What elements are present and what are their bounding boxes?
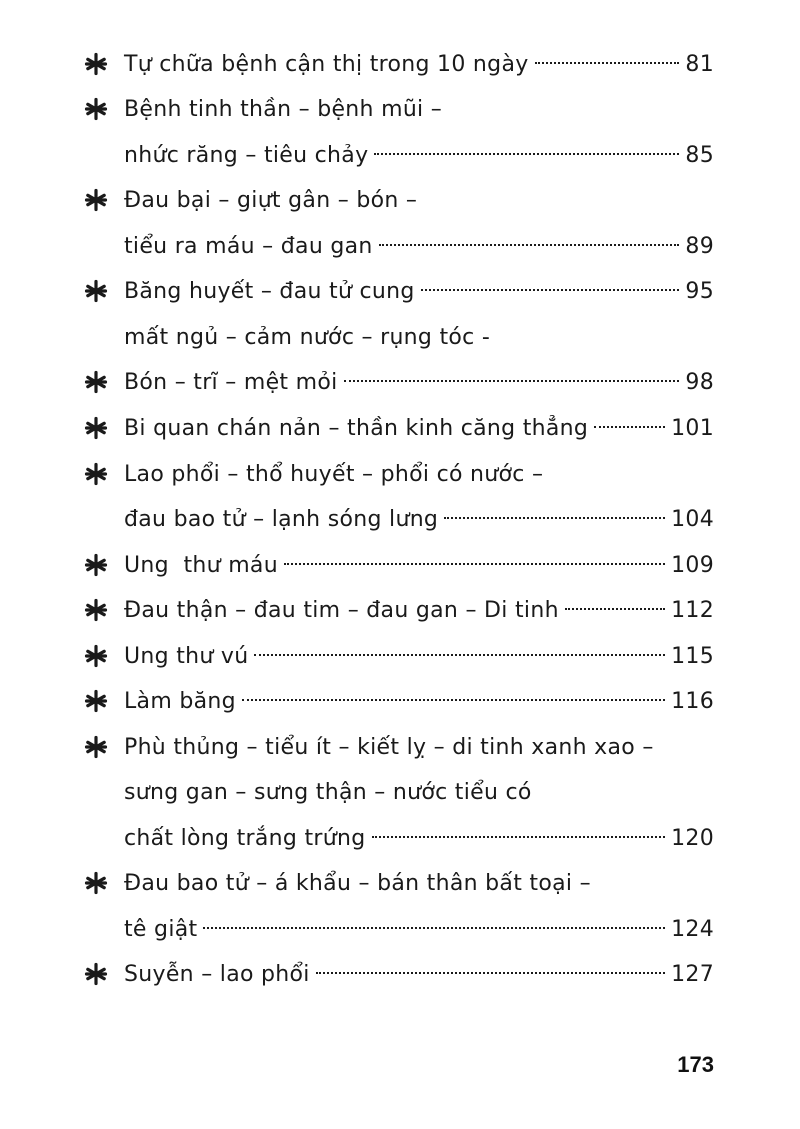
asterisk-bullet-icon [84,52,108,76]
asterisk-bullet-icon [84,871,108,895]
toc-entry-title: Đau thận – đau tim – đau gan – Di tinh [124,598,559,623]
toc-entry[interactable] [0,414,800,454]
toc-entry[interactable] [0,960,800,1000]
toc-entry-page: 81 [685,52,714,77]
toc-entry-title: đau bao tử – lạnh sóng lưng [124,507,439,532]
asterisk-bullet-icon [84,279,108,303]
asterisk-bullet-icon [84,735,108,759]
asterisk-bullet-icon [84,462,108,486]
toc-entry-title: Làm băng [124,689,236,714]
toc-entry-title: Bón – trĩ – mệt mỏi [124,370,338,395]
toc-entry[interactable] [0,551,800,591]
toc-entry[interactable] [0,50,800,90]
toc-entry-title-line: Đau bại – giựt gân – bón – [124,188,418,213]
toc-entry-page: 89 [685,234,714,259]
toc-entry-page: 115 [671,644,714,669]
toc-entry-page: 112 [671,598,714,623]
asterisk-bullet-icon [84,689,108,713]
page-number: 173 [677,1052,714,1077]
toc-entry-title: Ung thư máu [124,553,278,578]
toc-entry[interactable] [0,186,800,226]
asterisk-bullet-icon [84,370,108,394]
dot-leader [316,972,665,974]
toc-entry-title: nhức răng – tiêu chảy [124,143,369,168]
toc-entry-continuation[interactable] [0,141,800,181]
toc-entry-title: Bi quan chán nản – thần kinh căng thẳng [124,416,589,441]
toc-entry-title-line: Bệnh tinh thần – bệnh mũi – [124,97,443,122]
asterisk-bullet-icon [84,553,108,577]
dot-leader [242,699,665,701]
dot-leader [565,608,665,610]
dot-leader [372,836,666,838]
toc-entry-continuation[interactable] [0,232,800,272]
toc-entry-page: 95 [685,279,714,304]
toc-entry-continuation[interactable] [0,505,800,545]
asterisk-bullet-icon [84,97,108,121]
toc-entry[interactable] [0,277,800,317]
asterisk-bullet-icon [84,188,108,212]
dot-leader [444,517,665,519]
dot-leader [379,244,680,246]
toc-entry-continuation[interactable] [0,915,800,955]
toc-entry[interactable] [0,642,800,682]
toc-entry-title: Tự chữa bệnh cận thị trong 10 ngày [124,52,529,77]
toc-entry-page: 116 [671,689,714,714]
toc-entry[interactable] [0,95,800,135]
dot-leader [594,426,665,428]
toc-entry[interactable] [0,368,800,408]
dot-leader [203,927,665,929]
toc-entry-page: 85 [685,143,714,168]
dot-leader [421,289,680,291]
toc-entry-page: 109 [671,553,714,578]
asterisk-bullet-icon [84,416,108,440]
toc-entry-page: 98 [685,370,714,395]
toc-entry-title: Ung thư vú [124,644,249,669]
toc-entry[interactable] [0,687,800,727]
toc-entry-title-line: mất ngủ – cảm nước – rụng tóc - [124,325,491,350]
toc-entry-title: chất lòng trắng trứng [124,826,366,851]
dot-leader [344,380,680,382]
dot-leader [374,153,679,155]
toc-entry-continuation[interactable] [0,824,800,864]
toc-entry-title-line: sưng gan – sưng thận – nước tiểu có [124,780,532,805]
toc-entry-title-line: Đau bao tử – á khẩu – bán thân bất toại – [124,871,591,896]
toc-entry[interactable] [0,596,800,636]
toc-entry[interactable] [0,460,800,500]
toc-entry-prefix[interactable] [0,323,800,363]
toc-entry[interactable] [0,869,800,909]
toc-entry-title: tê giật [124,917,198,942]
toc-entry-page: 101 [671,416,714,441]
toc-entry-page: 104 [671,507,714,532]
toc-entry-title: tiểu ra máu – đau gan [124,234,373,259]
toc-entry[interactable] [0,733,800,773]
asterisk-bullet-icon [84,598,108,622]
dot-leader [284,563,665,565]
toc-entry-title-line: Phù thủng – tiểu ít – kiết lỵ – di tinh xanh xao – [124,735,654,760]
toc-entry-title: Băng huyết – đau tử cung [124,279,415,304]
asterisk-bullet-icon [84,962,108,986]
toc-entry-page: 120 [671,826,714,851]
toc-entry-title: Suyễn – lao phổi [124,962,310,987]
toc-entry-continuation[interactable] [0,778,800,818]
toc-entry-page: 124 [671,917,714,942]
dot-leader [535,62,680,64]
asterisk-bullet-icon [84,644,108,668]
dot-leader [254,654,665,656]
toc-entry-page: 127 [671,962,714,987]
toc-entry-title-line: Lao phổi – thổ huyết – phổi có nước – [124,462,544,487]
